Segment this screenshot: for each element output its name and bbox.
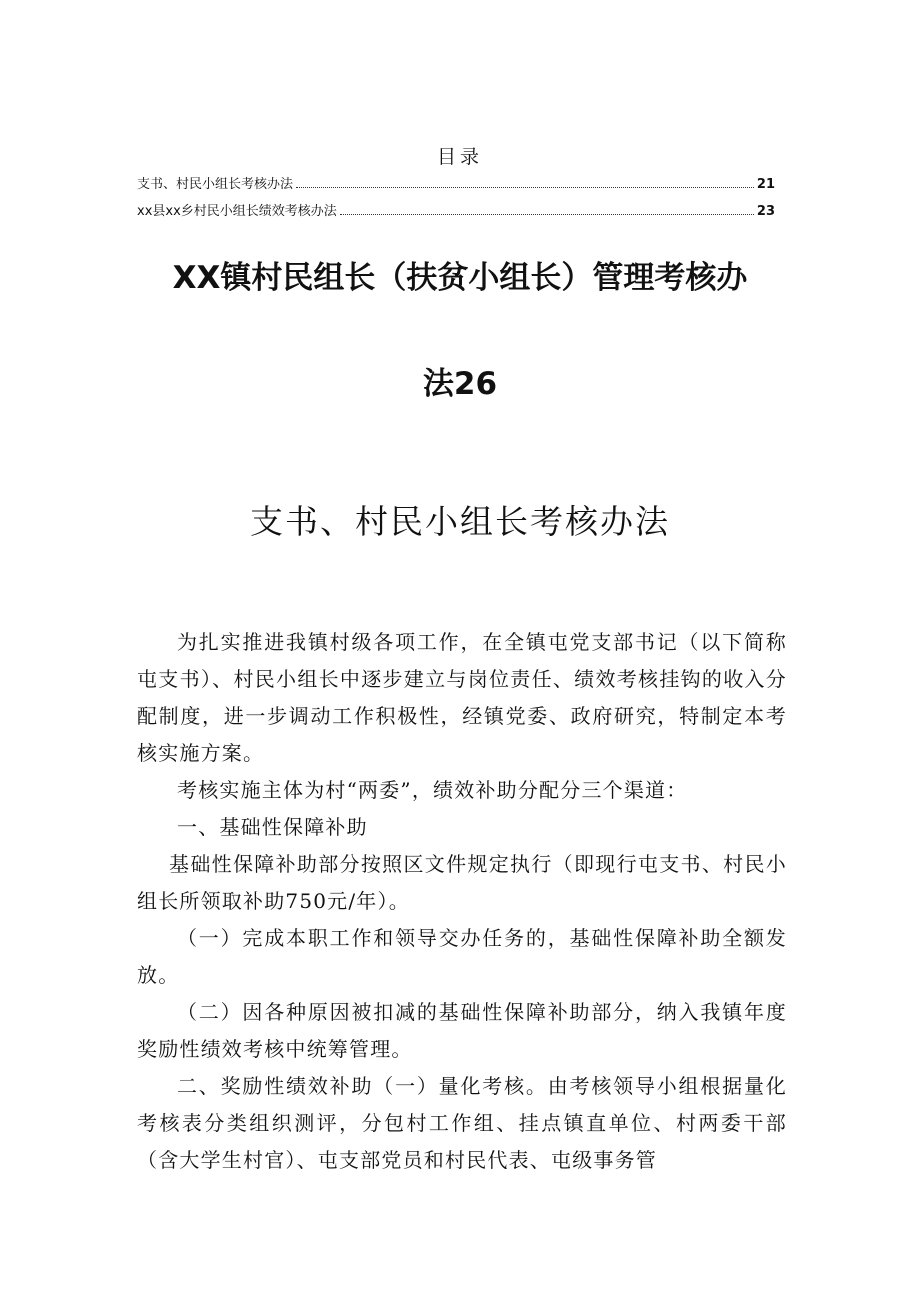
document-heading-line-1: XX镇村民组长（扶贫小组长）管理考核办 [172,260,748,296]
paragraph: （一）完成本职工作和领导交办任务的，基础性保障补助全额发放。 [137,926,787,987]
toc-leader-dots [340,214,754,215]
document-heading-line-2: 法26 [422,366,498,402]
paragraph: 基础性保障补助部分按照区文件规定执行（即现行屯支书、村民小组长所领取补助750元/年）。 [137,852,787,913]
toc-entry[interactable] [137,201,775,219]
toc-entry-label: xx县xx乡村民小组长绩效考核办法 [137,204,337,219]
toc-entry-label: 支书、村民小组长考核办法 [137,177,294,192]
paragraph: 二、奖励性绩效补助（一）量化考核。由考核领导小组根据量化考核表分类组织测评，分包村工作组、挂点镇直单位、村两委干部（含大学生村官）、屯支部党员和村民代表、屯级事务管 [137,1074,787,1172]
paragraph: 一、基础性保障补助 [177,815,368,839]
toc-entry-page: 23 [756,204,775,219]
section-title: 支书、村民小组长考核办法 [250,502,670,541]
toc-entry[interactable] [137,174,775,192]
paragraph: 考核实施主体为村“两委”，绩效补助分配分三个渠道： [177,778,688,802]
toc-leader-dots [296,187,754,188]
paragraph: （二）因各种原因被扣减的基础性保障补助部分，纳入我镇年度奖励性绩效考核中统筹管理。 [137,1000,787,1061]
body-text [137,624,787,1179]
paragraph: 为扎实推进我镇村级各项工作，在全镇屯党支部书记（以下简称屯支书）、村民小组长中逐步建立与岗位责任、绩效考核挂钩的收入分配制度，进一步调动工作积极性，经镇党委、政府研究，特制定本考核实施方案。 [137,630,787,765]
toc-title: 目录 [436,146,483,168]
toc-entry-page: 21 [756,177,775,192]
